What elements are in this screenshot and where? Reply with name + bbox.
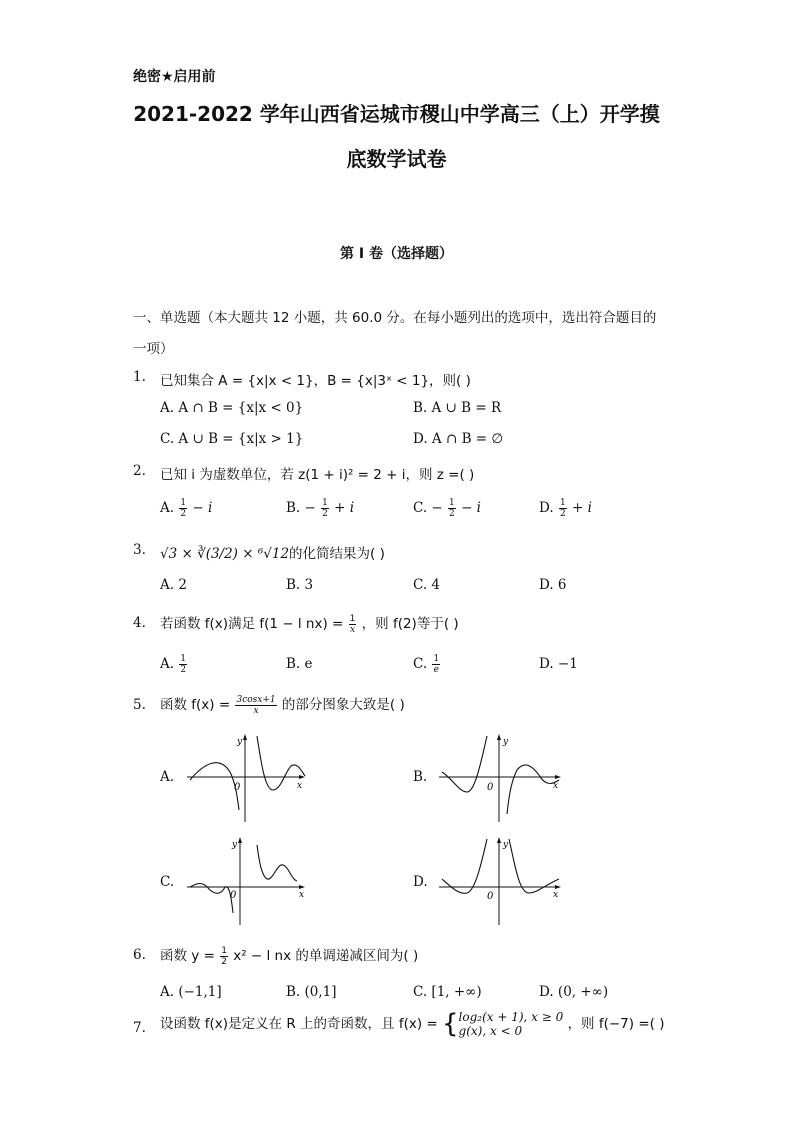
section-heading-line2: 一项）	[133, 341, 174, 357]
q1-text: 已知集合 A = {x|x < 1}，B = {x|3ˣ < 1}，则( )	[160, 373, 471, 389]
q4-option-c: C. $\frac{1}{e}$	[413, 654, 440, 675]
svg-text:y: y	[503, 737, 509, 747]
svg-text:y: y	[503, 840, 509, 850]
svg-text:x: x	[553, 890, 559, 900]
q5-option-b-label: B.	[413, 769, 428, 785]
q5-number: 5.	[133, 697, 146, 713]
q1-number: 1.	[133, 369, 146, 385]
q7-text: 设函数 f(x)是定义在 R 上的奇函数，且 f(x) = { log₂(x + 1), x ≥ 0 g(x), x < 0 ，则 f(−7) =( )	[160, 1009, 665, 1039]
q4-option-d: D. −1	[539, 656, 578, 672]
q3-option-b: B. 3	[286, 577, 314, 593]
exam-title-line1: 2021-2022 学年山西省运城市稷山中学高三（上）开学摸	[133, 102, 660, 126]
q5-graph-b	[437, 732, 567, 824]
q3-text: √3 × ∛(3/2) × ⁶√12的化简结果为( )	[160, 546, 385, 562]
svg-text:y: y	[237, 737, 243, 747]
exam-title-line2: 底数学试卷	[346, 147, 447, 171]
q7-case-1: log₂(x + 1), x ≥ 0	[458, 1010, 564, 1024]
q2-number: 2.	[133, 463, 146, 479]
q1-option-b: B. A ∪ B = R	[413, 400, 502, 416]
svg-text:y: y	[232, 840, 238, 850]
q3-option-d: D. 6	[539, 577, 567, 593]
svg-text:0: 0	[230, 890, 237, 901]
q3-number: 3.	[133, 542, 146, 558]
q1-option-d: D. A ∩ B = ∅	[413, 431, 504, 447]
q6-option-a: A. (−1,1]	[160, 984, 222, 1000]
q3-option-c: C. 4	[413, 577, 441, 593]
svg-text:x: x	[553, 781, 559, 791]
q5-option-d-label: D.	[413, 874, 428, 890]
part-heading: 第 I 卷（选择题）	[340, 246, 453, 262]
svg-text:0: 0	[234, 782, 241, 793]
q6-option-d: D. (0, +∞)	[539, 984, 609, 1000]
q5-option-a-label: A.	[160, 769, 175, 785]
q4-text: 若函数 f(x)满足 f(1 − l nx) = $\frac{1}{x}$ ，则 f(2)等于( )	[160, 613, 459, 635]
svg-text:0: 0	[487, 782, 494, 793]
q2-option-a: A. $\frac{1}{2}$ − i	[160, 498, 213, 519]
q7-case-2: g(x), x < 0	[458, 1024, 523, 1038]
q6-text: 函数 y = $\frac{1}{2}$ x² − l nx 的单调递减区间为( )	[160, 945, 419, 967]
q1-option-c: C. A ∪ B = {x|x > 1}	[160, 431, 304, 447]
q4-option-a: A. $\frac{1}{2}$	[160, 654, 187, 675]
svg-text:x: x	[297, 781, 303, 791]
q4-option-b: B. e	[286, 656, 313, 672]
q2-option-d: D. $\frac{1}{2}$ + i	[539, 498, 592, 519]
svg-text:x: x	[299, 890, 305, 900]
q6-option-b: B. (0,1]	[286, 984, 337, 1000]
q5-graph-a	[185, 732, 310, 824]
section-heading-line1: 一、单选题（本大题共 12 小题，共 60.0 分。在每小题列出的选项中，选出符合题目的	[133, 310, 657, 326]
q5-graph-c	[185, 835, 310, 927]
q5-text: 函数 f(x) = $\frac{3\cos x+1}{x}$ 的部分图象大致是( )	[160, 694, 405, 716]
q6-number: 6.	[133, 947, 146, 963]
q2-option-c: C. − $\frac{1}{2}$ − i	[413, 498, 481, 519]
q6-option-c: C. [1, +∞)	[413, 984, 482, 1000]
q5-option-c-label: C.	[160, 874, 175, 890]
svg-text:0: 0	[487, 891, 494, 902]
q5-graph-d	[437, 835, 567, 927]
q3-option-a: A. 2	[160, 577, 187, 593]
q2-text: 已知 i 为虚数单位，若 z(1 + i)² = 2 + i，则 z =( )	[160, 467, 475, 483]
q2-option-b: B. − $\frac{1}{2}$ + i	[286, 498, 355, 519]
q4-number: 4.	[133, 615, 146, 631]
q1-option-a: A. A ∩ B = {x|x < 0}	[160, 400, 304, 416]
q3-expression: √3 × ∛(3/2) × ⁶√12	[160, 546, 290, 562]
q7-number: 7.	[133, 1020, 146, 1036]
secret-label: 绝密★启用前	[133, 69, 216, 85]
